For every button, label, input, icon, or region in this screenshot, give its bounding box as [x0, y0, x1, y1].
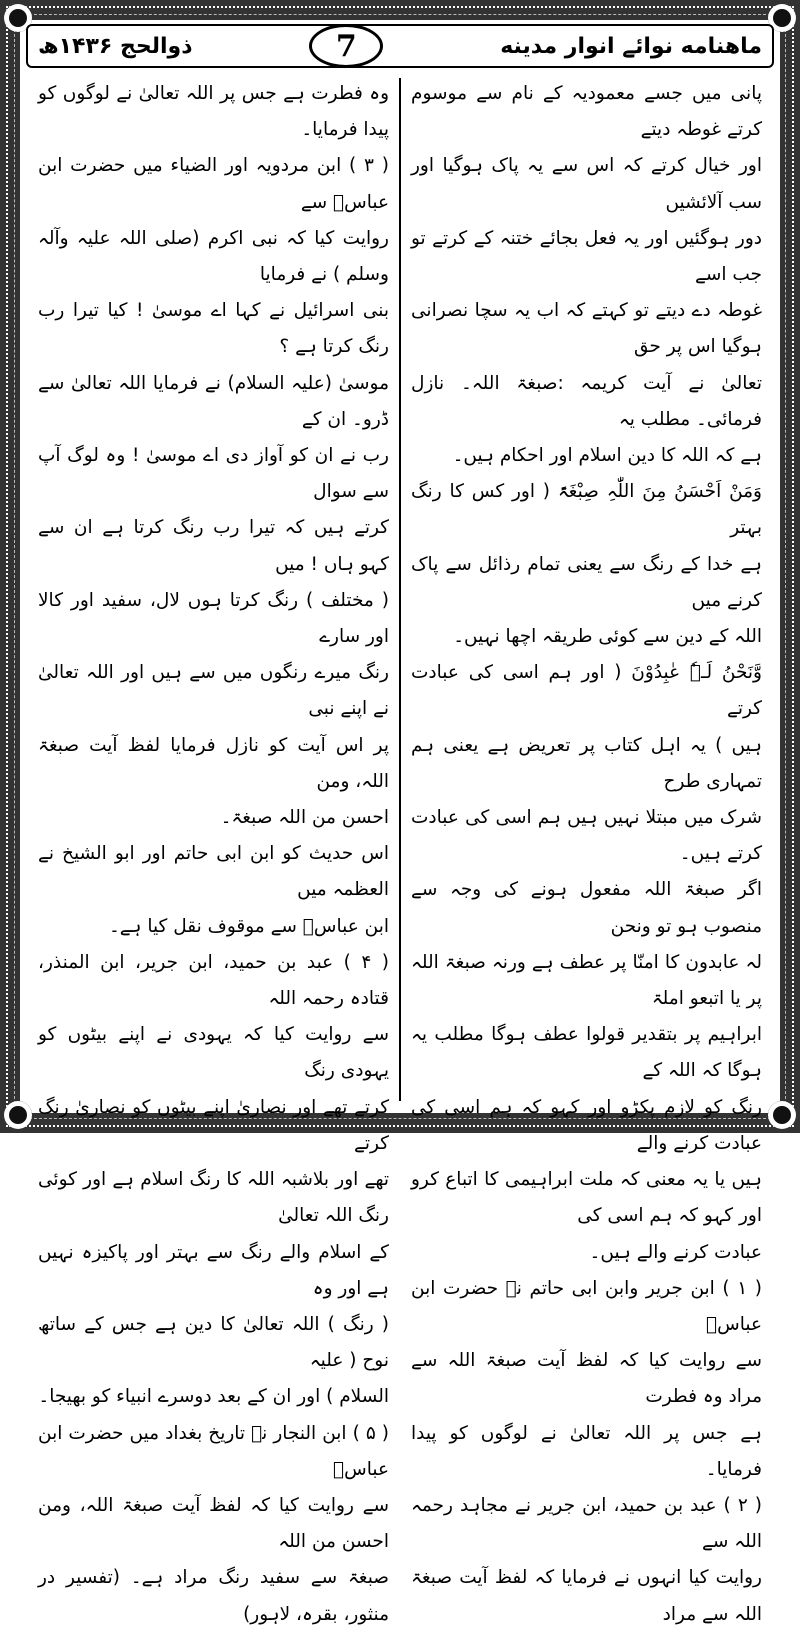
text-line: وہ فطرت ہے جس پر اللہ تعالیٰ نے لوگوں کو پیدا فرمایا۔: [38, 83, 389, 141]
text-line: ( ۲ ) عبد بن حمید، ابن جریر نے مجاہد رحمہ اللہ سے: [411, 1494, 763, 1553]
corner-ornament: [768, 1101, 796, 1129]
text-line: تھے اور بلاشبہ اللہ کا رنگ اسلام ہے اور کوئی رنگ اللہ تعالیٰ: [38, 1169, 389, 1227]
text-line: ( ۴ ) عبد بن حمید، ابن جریر، ابن المنذر، قتادہ رحمہ اللہ: [38, 951, 389, 1010]
text-line: صبغۃ سے سفید رنگ مراد ہے۔ (تفسیر در منثور، بقرہ، لاہور): [38, 1567, 389, 1625]
page-header: [26, 24, 774, 68]
issue-date: ذوالحج ۱۴۳۶ھ: [38, 33, 193, 59]
text-line: ( رنگ ) اللہ تعالیٰ کا دین ہے جس کے ساتھ نوح ( علیہ: [38, 1313, 389, 1372]
text-columns: [28, 76, 772, 1625]
text-line: ( مختلف ) رنگ کرتا ہوں لال، سفید اور کالا اور سارے: [38, 589, 389, 648]
text-line: احسن من اللہ صبغۃ۔: [220, 807, 389, 829]
text-line: پانی میں جسے معمودیہ کے نام سے موسوم کرتے غوطہ دیتے: [411, 83, 762, 141]
text-line: رنگ کو لازم پکڑو اور کہو کہ ہم اسی کی عبادت کرنے والے: [411, 1096, 762, 1154]
text-line: موسیٰ (علیہ السلام) نے فرمایا اللہ تعالیٰ سے ڈرو۔ ان کے: [38, 372, 389, 430]
text-line: ہے جس پر اللہ تعالیٰ نے لوگوں کو پیدا فرمایا۔: [411, 1422, 762, 1480]
left-column: [28, 76, 399, 1625]
text-line: ( ۱ ) ابن جریر وابن ابی حاتم نے حضرت ابن عباسؓ: [411, 1277, 762, 1335]
text-line: کے اسلام والے رنگ سے بہتر اور پاکیزہ نہیں ہے اور وہ: [38, 1241, 389, 1299]
text-line: بنی اسرائیل نے کہا اے موسیٰ ! کیا تیرا رب رنگ کرتا ہے ؟: [38, 300, 389, 358]
text-line: کرتے تھے اور نصاریٰ اپنے بیٹوں کو نصاریٰ رنگ کرتے: [38, 1096, 389, 1154]
text-line: سے روایت کیا کہ لفظ آیت صبغۃ اللہ، ومن احسن من اللہ: [38, 1494, 389, 1553]
text-line: وَمَنْ اَحْسَنُ مِنَ اللّٰہِ صِبْغَۃً ( اور کس کا رنگ بہتر: [411, 481, 762, 539]
text-line: ( ۳ ) ابن مردویہ اور الضیاء میں حضرت ابن عباسؓ سے: [38, 155, 389, 213]
text-line: اس حدیث کو ابن ابی حاتم اور ابو الشیخ نے العظمہ میں: [38, 843, 389, 901]
text-line: ( ۵ ) ابن النجار نے تاریخ بغداد میں حضرت ابن عباسؓ: [38, 1422, 389, 1480]
text-line: عبادت کرنے والے ہیں۔: [589, 1241, 762, 1263]
right-column: [401, 76, 772, 1625]
text-line: السلام ) اور ان کے بعد دوسرے انبیاء کو بھیجا۔: [38, 1386, 389, 1408]
text-line: ہیں ) یہ اہل کتاب پر تعریض ہے یعنی ہم تمہاری طرح: [411, 734, 762, 792]
text-line: شرک میں مبتلا نہیں ہیں ہم اسی کی عبادت کرتے ہیں۔: [411, 807, 762, 865]
text-line: کرتے ہیں کہ تیرا رب رنگ کرتا ہے ان سے کہو ہاں ! میں: [38, 517, 389, 575]
text-line: دور ہوگئیں اور یہ فعل بجائے ختنہ کے کرتے تو جب اسے: [411, 227, 762, 286]
text-line: لہ عابدون کا امنّا پر عطف ہے ورنہ صبغۃ اللہ پر یا اتبعو املۃ: [411, 951, 762, 1010]
text-line: سے روایت کیا کہ یہودی نے اپنے بیٹوں کو یہودی رنگ: [38, 1024, 389, 1082]
text-line: وَّنَحْنُ لَـہٗ عٰبِدُوْنَ ( اور ہم اسی کی عبادت کرتے: [411, 662, 762, 720]
text-line: غوطہ دے دیتے تو کہتے کہ اب یہ سچا نصرانی ہوگیا اس پر حق: [411, 300, 762, 358]
text-line: اگر صبغۃ اللہ مفعول ہونے کی وجہ سے منصوب ہو تو ونحن: [411, 879, 762, 937]
text-line: ابن عباسؓ سے موقوف نقل کیا ہے۔: [108, 915, 389, 937]
text-line: ہیں یا یہ معنی کہ ملت ابراہیمی کا اتباع کرو اور کہو کہ ہم اسی کی: [411, 1169, 762, 1227]
magazine-title: ماهنامه نوائے انوار مدینه: [500, 33, 762, 59]
text-line: اللہ کے دین سے کوئی طریقہ اچھا نہیں۔: [453, 626, 762, 648]
text-line: روایت کیا انہوں نے فرمایا کہ لفظ آیت صبغۃ اللہ سے مراد: [411, 1567, 762, 1625]
text-line: روایت کیا کہ نبی اکرم (صلی اللہ علیہ وآلہ وسلم ) نے فرمایا: [38, 227, 389, 286]
text-line: پر اس آیت کو نازل فرمایا لفظ آیت صبغۃ اللہ، ومن: [38, 734, 389, 792]
text-line: رنگ میرے رنگوں میں سے ہیں اور اللہ تعالیٰ نے اپنے نبی: [38, 662, 389, 720]
text-line: سے روایت کیا کہ لفظ آیت صبغۃ اللہ سے مراد وہ فطرت: [411, 1350, 762, 1408]
text-line: ہے خدا کے رنگ سے یعنی تمام رذائل سے پاک کرنے میں: [411, 553, 762, 611]
text-line: تعالیٰ نے آیت کریمہ :صبغۃ اللہ۔ نازل فرمائی۔ مطلب یہ: [411, 372, 762, 430]
corner-ornament: [4, 1101, 32, 1129]
text-line: ابراہیم پر بتقدیر قولوا عطف ہوگا مطلب یہ ہوگا کہ اللہ کے: [411, 1024, 762, 1082]
text-line: ہے کہ اللہ کا دین اسلام اور احکام ہیں۔: [452, 445, 762, 467]
text-line: رب نے ان کو آواز دی اے موسیٰ ! وہ لوگ آپ سے سوال: [38, 445, 389, 503]
text-line: اور خیال کرتے کہ اس سے یہ پاک ہوگیا اور سب آلائشیں: [411, 155, 762, 213]
page-number: 7: [309, 24, 383, 68]
